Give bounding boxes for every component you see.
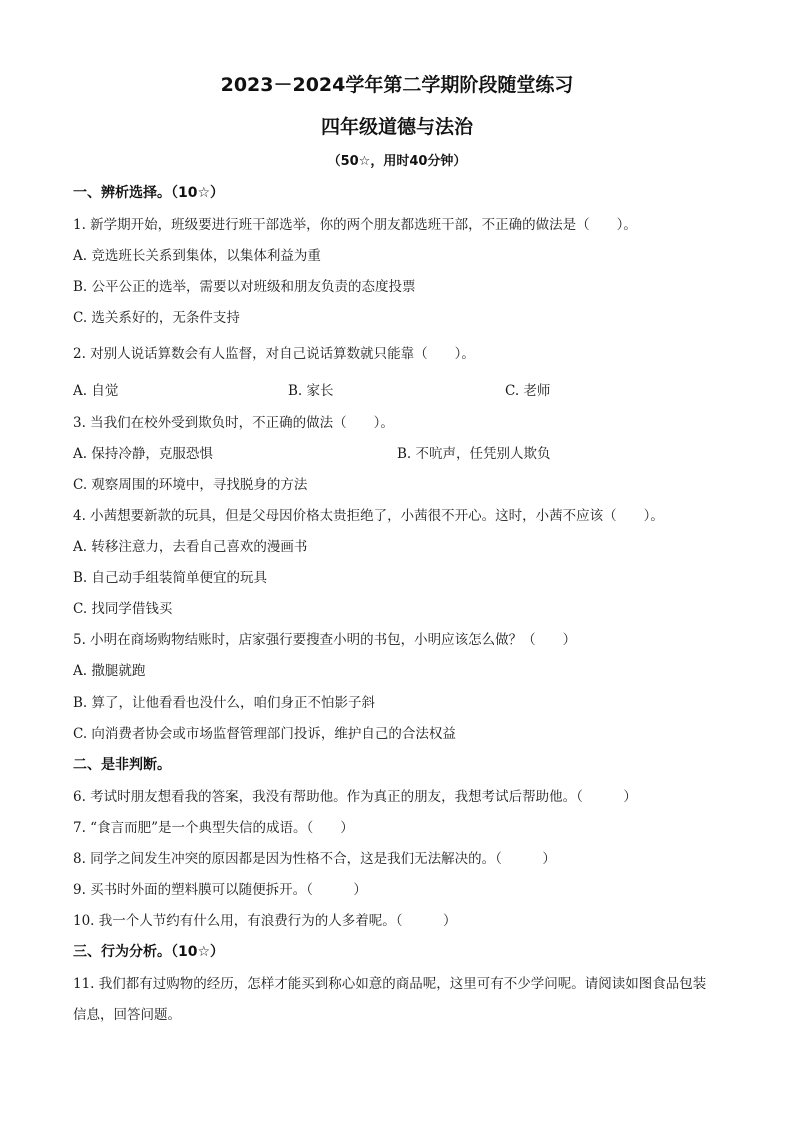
q9: 9. 买书时外面的塑料膜可以随便拆开。（ ）: [73, 882, 367, 898]
q11-line-2: 信息，回答问题。: [73, 1007, 181, 1023]
q2-option-c: C. 老师: [505, 383, 551, 399]
exam-subtitle: 四年级道德与法治: [320, 116, 473, 138]
q10: 10. 我一个人节约有什么用，有浪费行为的人多着呢。（ ）: [73, 913, 457, 929]
q4-stem: 4. 小茜想要新款的玩具，但是父母因价格太贵拒绝了，小茜很不开心。这时，小茜不应该（ ）。: [73, 508, 664, 524]
q2-option-a: A. 自觉: [73, 383, 119, 399]
q3-option-c: C. 观察周围的环境中，寻找脱身的方法: [73, 477, 308, 493]
q7: 7. “食言而肥”是一个典型失信的成语。（ ）: [73, 820, 354, 836]
q5-option-b: B. 算了，让他看看也没什么，咱们身正不怕影子斜: [73, 695, 376, 711]
q5-option-a: A. 撒腿就跑: [73, 663, 146, 679]
q5-option-c: C. 向消费者协会或市场监督管理部门投诉，维护自己的合法权益: [73, 726, 456, 742]
section-2-heading: 二、是非判断。: [73, 757, 171, 773]
q4-option-b: B. 自己动手组装简单便宜的玩具: [73, 570, 268, 586]
q2-stem: 2. 对别人说话算数会有人监督，对自己说话算数就只能靠（ ）。: [73, 346, 475, 362]
q3-option-b: B. 不吭声，任凭别人欺负: [397, 446, 551, 462]
q1-option-c: C. 选关系好的，无条件支持: [73, 310, 240, 326]
q11-line-1: 11. 我们都有过购物的经历，怎样才能买到称心如意的商品呢，这里可有不少学问呢。请阅读如图食品包装: [73, 976, 707, 992]
q8: 8. 同学之间发生冲突的原因都是因为性格不合，这是我们无法解决的。（ ）: [73, 851, 556, 867]
q1-option-a: A. 竞选班长关系到集体，以集体利益为重: [73, 248, 321, 264]
q4-option-a: A. 转移注意力，去看自己喜欢的漫画书: [73, 539, 308, 555]
exam-note: （50☆，用时40分钟）: [327, 154, 467, 169]
q4-option-c: C. 找同学借钱买: [73, 601, 173, 617]
q3-option-a: A. 保持冷静，克服恐惧: [73, 446, 213, 462]
q2-option-b: B. 家长: [288, 383, 334, 399]
q6: 6. 考试时朋友想看我的答案，我没有帮助他。作为真正的朋友，我想考试后帮助他。（ ）: [73, 789, 637, 805]
section-1-heading: 一、辨析选择。（10☆）: [73, 185, 225, 201]
q3-stem: 3. 当我们在校外受到欺负时，不正确的做法（ ）。: [73, 415, 394, 431]
exam-title: 2023－2024学年第二学期阶段随堂练习: [220, 74, 574, 96]
section-3-heading: 三、行为分析。（10☆）: [73, 944, 225, 960]
q1-option-b: B. 公平公正的选举，需要以对班级和朋友负责的态度投票: [73, 279, 416, 295]
q1-stem: 1. 新学期开始，班级要进行班干部选举，你的两个朋友都选班干部，不正确的做法是（ ）。: [73, 217, 637, 233]
q5-stem: 5. 小明在商场购物结账时，店家强行要搜查小明的书包，小明应该怎么做？（ ）: [73, 632, 577, 648]
